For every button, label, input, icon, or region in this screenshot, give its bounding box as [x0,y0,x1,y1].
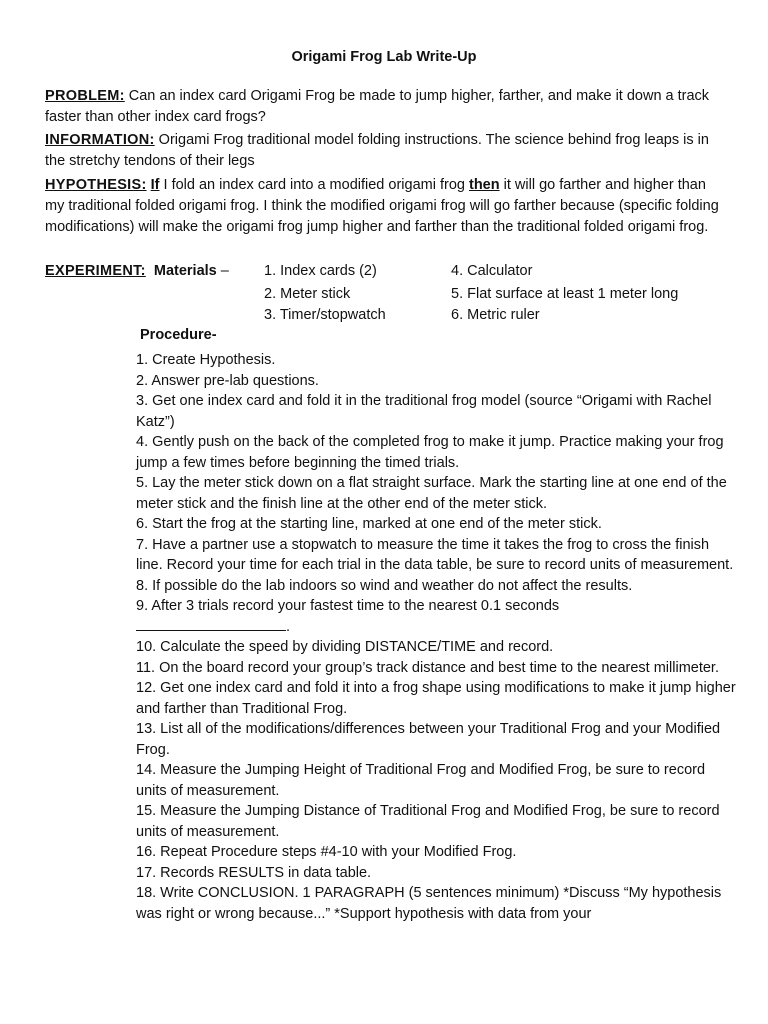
material-item: 3. Timer/stopwatch [264,307,386,323]
document-title: Origami Frog Lab Write-Up [291,49,477,65]
material-item: 2. Meter stick [264,286,351,302]
material-item: 5. Flat surface at least 1 meter long [451,286,679,302]
material-item: 1. Index cards (2) [264,263,377,279]
problem-label: PROBLEM: [45,88,125,104]
procedure-step: 17. Records RESULTS in data table. [136,864,372,881]
procedure-step: 4. Gently push on the back of the completed frog to make it jump. Practice making your frog jump a few times before beginning the timed trials. [136,434,724,471]
procedure-step: 16. Repeat Procedure steps #4-10 with your Modified Frog. [136,844,517,860]
materials-label: Materials [153,263,217,279]
hypothesis-text-b: it will go farther and higher than my traditional folded origami frog. I think the modified origami frog will go farther because (specific folding modifications) will make the origami frog jump higher and farther than the traditional folded origami frog. [45,177,719,235]
procedure-step: 15. Measure the Jumping Distance of Traditional Frog and Modified Frog, be sure to record units of measurement. [136,803,720,840]
material-item: 6. Metric ruler [451,307,540,323]
procedure-step: 5. Lay the meter stick down on a flat straight surface. Mark the starting line at one end of the meter stick and the finish line at the other end of the meter stick. [136,475,727,512]
procedure-step: 9. After 3 trials record your fastest time to the nearest 0.1 seconds [136,598,560,614]
procedure-step: 7. Have a partner use a stopwatch to measure the time it takes the frog to cross the finish line. Record your time for each trial in the data table, be sure to record units of measurement. [136,536,734,573]
procedure-step: 12. Get one index card and fold it into a frog shape using modifications to make it jump higher and farther than Traditional Frog. [136,680,736,717]
hypothesis-text-a: I fold an index card into a modified origami frog [159,177,469,193]
material-item: 4. Calculator [451,263,533,279]
procedure-step: 3. Get one index card and fold it in the traditional frog model (source “Origami with Rachel Katz”) [136,393,712,430]
hypothesis-then: then [468,177,500,193]
hypothesis-if: If [150,177,160,193]
procedure-step: 14. Measure the Jumping Height of Traditional Frog and Modified Frog, be sure to record units of measurement. [136,762,706,799]
experiment-heading [45,261,229,282]
hypothesis-label: HYPOTHESIS: [45,177,147,193]
information-label: INFORMATION: [45,132,155,148]
problem-text: Can an index card Origami Frog be made to jump higher, farther, and make it down a track faster than other index card frogs? [45,88,710,125]
procedure-list [136,350,736,924]
procedure-heading: Procedure- [140,327,217,343]
procedure-step: 18. Write CONCLUSION. 1 PARAGRAPH (5 sentences minimum) *Discuss “My hypothesis was right or wrong because...” *Support hypothesis with data from your [136,885,722,922]
procedure-step: 11. On the board record your group’s track distance and best time to the nearest millimeter. [136,659,719,676]
procedure-step: 10. Calculate the speed by dividing DISTANCE/TIME and record. [136,639,554,655]
information-text: Origami Frog traditional model folding instructions. The science behind frog leaps is in the stretchy tendons of their legs [45,132,709,169]
blank-period: . [286,618,291,635]
answer-blank [136,618,286,631]
answer-blank-line [136,617,736,638]
procedure-step: 13. List all of the modifications/differences between your Traditional Frog and your Modified Frog. [136,721,721,758]
procedure-step: 1. Create Hypothesis. [136,352,276,368]
hypothesis-section [45,175,725,238]
procedure-step: 8. If possible do the lab indoors so wind and weather do not affect the results. [136,577,633,594]
materials-dash: – [216,263,229,279]
experiment-label: EXPERIMENT: [45,263,146,279]
procedure-step: 2. Answer pre-lab questions. [136,372,319,389]
information-section [45,130,725,172]
problem-section [45,86,725,128]
procedure-step: 6. Start the frog at the starting line, marked at one end of the meter stick. [136,516,602,532]
